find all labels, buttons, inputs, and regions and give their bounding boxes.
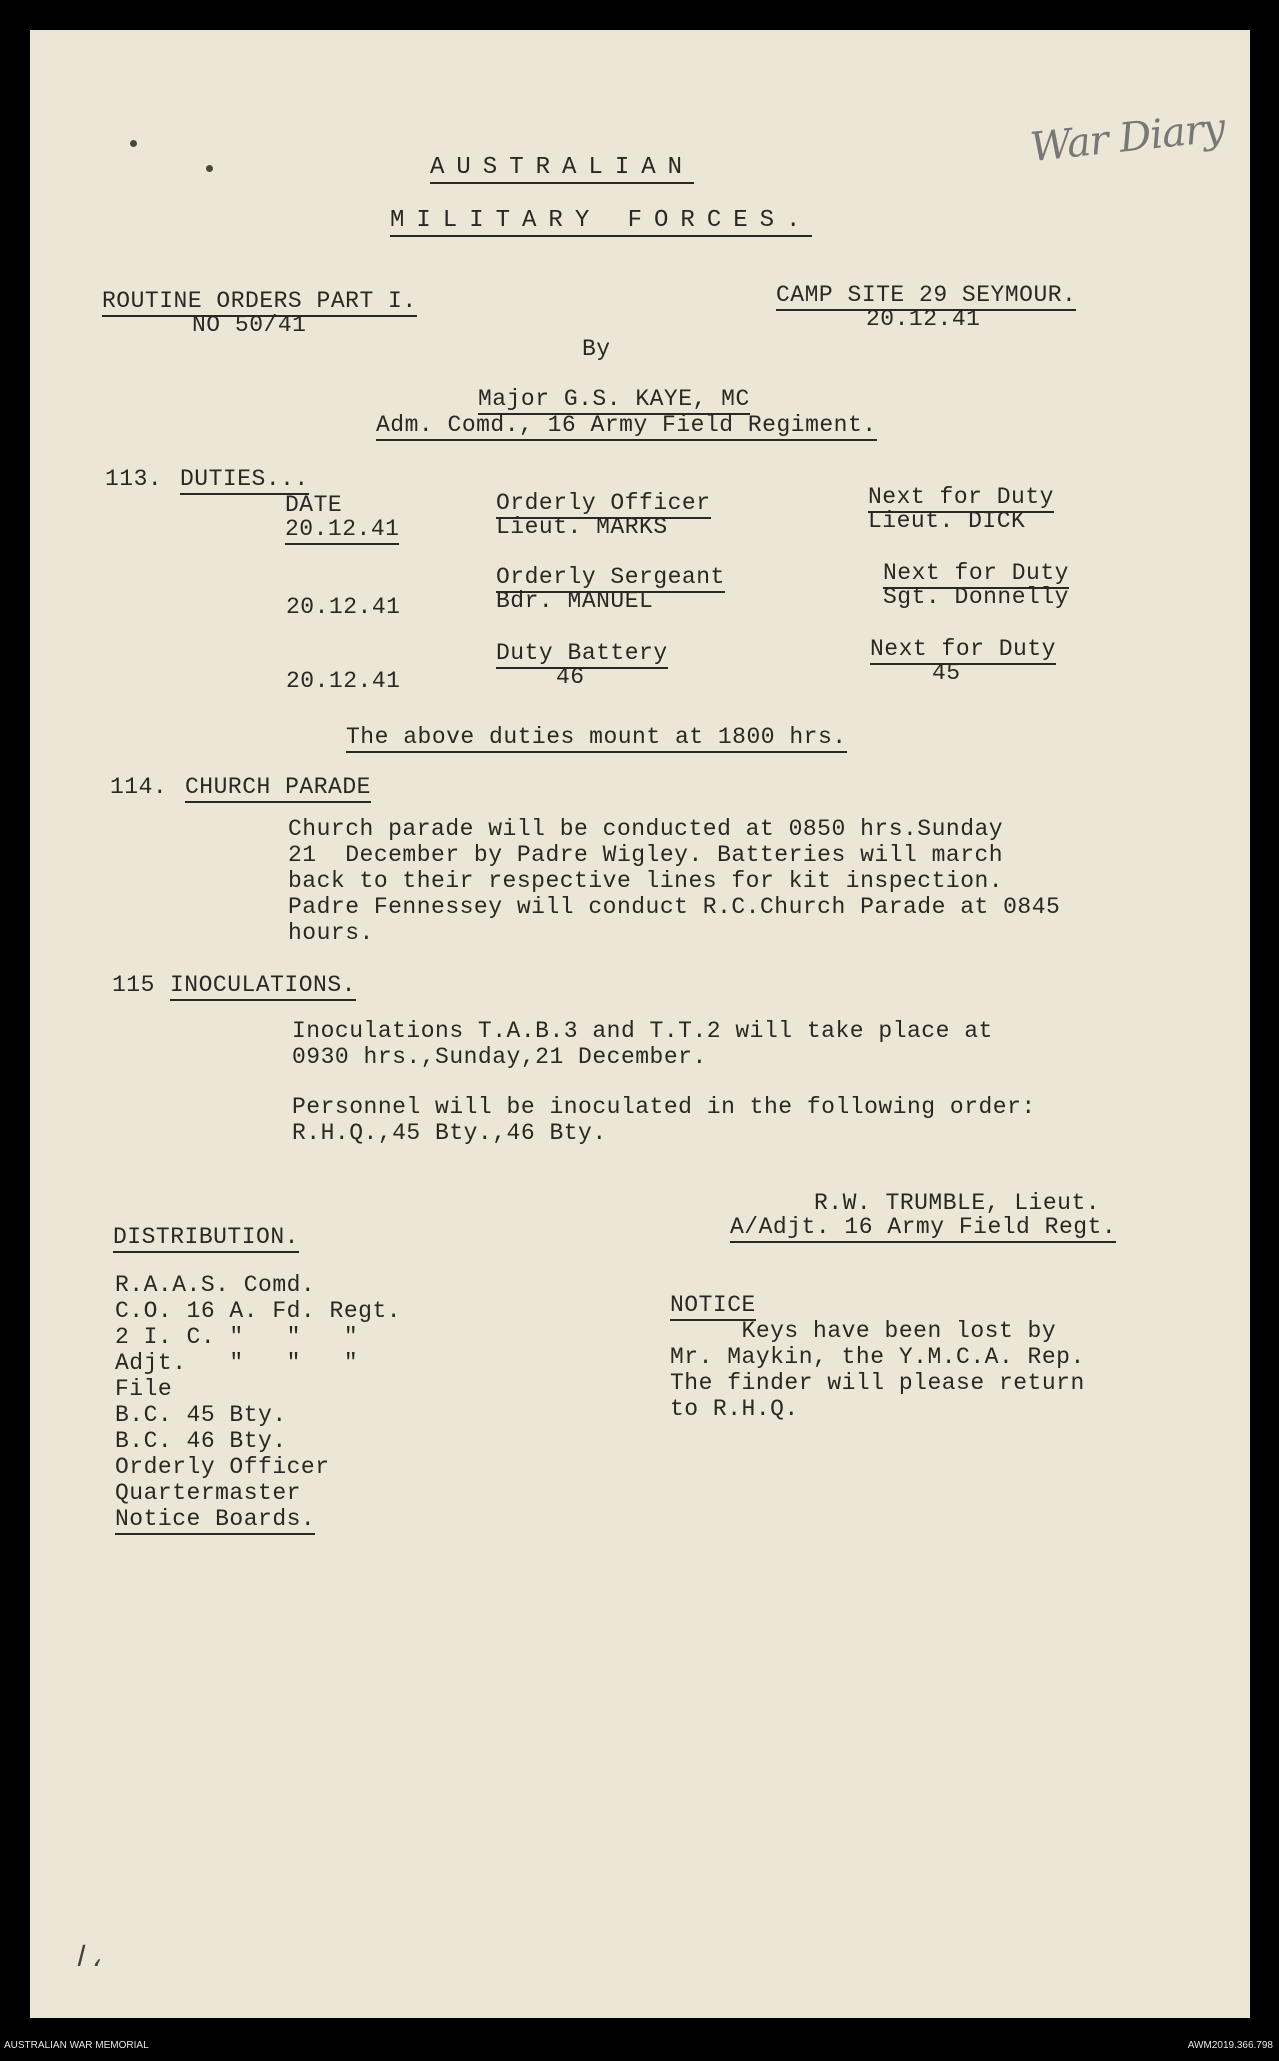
distribution-item: Notice Boards. [115,1506,315,1535]
inoculations-number: 115 [112,972,155,998]
church-number: 114. [110,774,168,800]
duties-heading: DUTIES... [180,466,309,495]
distribution-item: R.A.A.S. Comd. [115,1272,316,1298]
distribution-item: Quartermaster [115,1480,301,1506]
next-duty-value: Lieut. DICK [868,508,1026,534]
distribution-item: File [115,1376,173,1402]
document-page [30,30,1250,2018]
distribution-item: Orderly Officer [115,1454,330,1480]
camp-site: CAMP SITE 29 SEYMOUR. [776,282,1076,311]
footer-accession-number: AWM2019.366.798 [1187,2040,1273,2051]
next-duty-label: Next for Duty [883,560,1069,589]
title-line-2: MILITARY FORCES. [390,208,812,237]
duty-date: 20.12.41 [285,516,399,545]
orderly-officer-label: Orderly Officer [496,490,711,519]
punch-mark [206,165,213,172]
orderly-officer-value: Lieut. MARKS [496,514,668,540]
date-column-label: DATE [285,492,343,518]
issuing-unit: Adm. Comd., 16 Army Field Regiment. [376,412,877,441]
inoculations-body-1: Inoculations T.A.B.3 and T.T.2 will take place at 0930 hrs.,Sunday,21 December. [292,1018,993,1070]
next-duty-value: Sgt. Donnelly [883,584,1069,610]
page-mark: ا ، [75,1940,101,1973]
signature-title: A/Adjt. 16 Army Field Regt. [730,1214,1116,1243]
footer-institution: AUSTRALIAN WAR MEMORIAL [4,2040,149,2051]
duties-mount-note: The above duties mount at 1800 hrs. [346,724,847,753]
distribution-item: 2 I. C. " " " [115,1324,359,1350]
routine-orders-heading: ROUTINE ORDERS PART I. [102,288,417,317]
duties-number: 113. [105,466,163,492]
by-line: By [582,336,611,362]
notice-body: Keys have been lost by Mr. Maykin, the Y.M.C.A. Rep. The finder will please return to R.H.Q. [670,1318,1085,1422]
inoculations-body-2: Personnel will be inoculated in the following order: R.H.Q.,45 Bty.,46 Bty. [292,1094,1036,1146]
order-number: NO 50/41 [192,312,307,338]
church-heading: CHURCH PARADE [185,774,371,803]
orderly-sergeant-value: Bdr. MANUEL [496,588,654,614]
punch-mark [130,140,137,147]
distribution-item: Adjt. " " " [115,1350,359,1376]
duty-battery-value: 46 [556,664,585,690]
camp-date: 20.12.41 [866,306,981,332]
distribution-heading: DISTRIBUTION. [113,1224,299,1253]
distribution-item: B.C. 46 Bty. [115,1428,287,1454]
distribution-item: C.O. 16 A. Fd. Regt. [115,1298,402,1324]
orderly-sergeant-label: Orderly Sergeant [496,564,725,593]
notice-heading: NOTICE [670,1292,756,1321]
next-duty-label: Next for Duty [870,636,1056,665]
duty-date: 20.12.41 [286,668,401,694]
next-duty-value: 45 [932,660,961,686]
distribution-item: B.C. 45 Bty. [115,1402,287,1428]
inoculations-heading: INOCULATIONS. [170,972,356,1001]
handwritten-note: War Diary [1028,104,1227,172]
title-line-1: AUSTRALIAN [430,155,694,184]
duty-battery-label: Duty Battery [496,640,668,669]
next-duty-label: Next for Duty [868,484,1054,513]
duty-date: 20.12.41 [286,594,401,620]
issuing-officer: Major G.S. KAYE, MC [478,386,750,415]
church-body: Church parade will be conducted at 0850 hrs.Sunday 21 December by Padre Wigley. Batteries will march back to their respective lines for kit inspection. Padre Fennessey will conduct R.C.Church Parade at 0845 hours. [288,816,1061,946]
signature-name: R.W. TRUMBLE, Lieut. [814,1190,1101,1216]
